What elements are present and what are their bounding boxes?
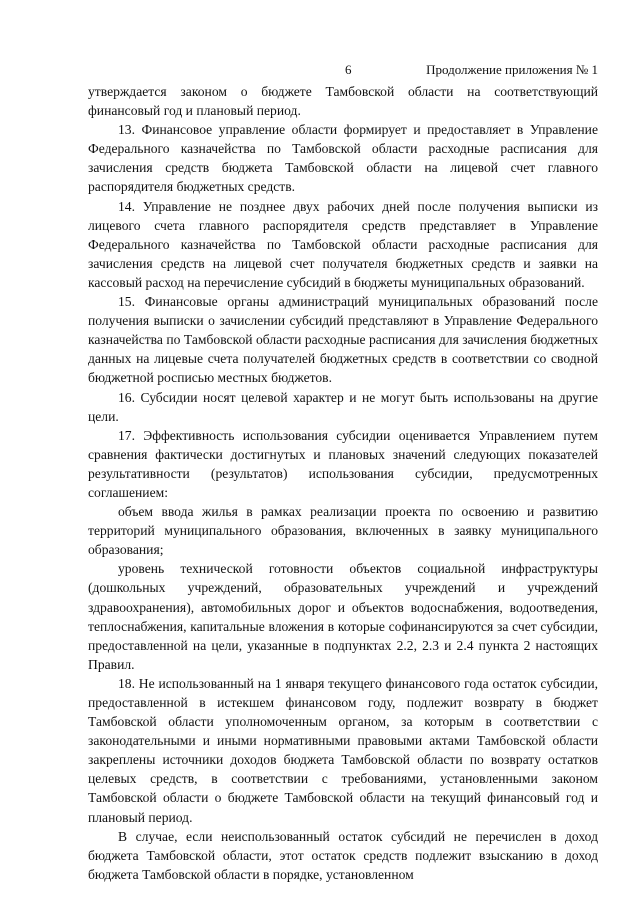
page-header <box>0 62 640 82</box>
paragraph-16: 16. Субсидии носят целевой характер и не могут быть использованы на другие цели. <box>88 389 598 424</box>
paragraph-continued: утверждается законом о бюджете Тамбовской области на соответствующий финансовый год и плановый период. <box>88 84 598 119</box>
continuation-note: Продолжение приложения № 1 <box>426 62 598 77</box>
document-body <box>88 82 598 884</box>
paragraph-17: 17. Эффективность использования субсидии оценивается Управлением путем сравнения фактически достигнутых и плановых значений следующих показателей результативности (результатов) использования субсидии, предусмотренных соглашением: <box>88 427 598 500</box>
paragraph-18-continued: В случае, если неиспользованный остаток субсидий не перечислен в доход бюджета Тамбовской области, этот остаток средств подлежит взысканию в доход бюджета Тамбовской области в порядке, установленном <box>88 828 598 882</box>
paragraph-13: 13. Финансовое управление области формирует и предоставляет в Управление Федерального казначейства по Тамбовской области расходные расписания для зачисления средств бюджета Тамбовской области на лицевой счет главного распорядителя бюджетных средств. <box>88 122 598 195</box>
paragraph-15: 15. Финансовые органы администраций муниципальных образований после получения выписки о зачислении субсидий представляют в Управление Федерального казначейства по Тамбовской области расходные расписания для зачисления бюджетных данных на лицевые счета получателей бюджетных средств в соответствии со сводной бюджетной росписью местных бюджетов. <box>88 294 598 386</box>
paragraph-17-indicator-2: уровень технической готовности объектов социальной инфраструктуры (дошкольных учреждений, образовательных учреждений и учреждений здравоохранения), автомобильных дорог и объектов водоснабжения, водоотведения, теплоснабжения, капитальные вложения в которые софинансируются за счет субсидии, предоставленной на цели, указанные в подпунктах 2.2, 2.3 и 2.4 пункта 2 настоящих Правил. <box>88 561 598 672</box>
paragraph-14: 14. Управление не позднее двух рабочих дней после получения выписки из лицевого счета главного распорядителя средств представляет в Управление Федерального казначейства по Тамбовской области расходные расписания для зачисления средств на лицевой счет получателя бюджетных средств и заявки на кассовый расход на перечисление субсидий в бюджеты муниципальных образований. <box>88 198 598 290</box>
page-number: 6 <box>345 62 352 77</box>
paragraph-17-indicator-1: объем ввода жилья в рамках реализации проекта по освоению и развитию территорий муниципального образования, включенных в заявку муниципального образования; <box>88 504 598 558</box>
paragraph-18: 18. Не использованный на 1 января текущего финансового года остаток субсидии, предоставленной в истекшем финансовом году, подлежит возврату в бюджет Тамбовской области уполномоченным органом, за которым в соответствии с законодательными и иными нормативными правовыми актами Тамбовской области закреплены источники доходов бюджета Тамбовской области по возврату остатков целевых средств, в соответствии с требованиями, установленными законом Тамбовской области о бюджете Тамбовской области на текущий финансовый год и плановый период. <box>88 675 598 825</box>
